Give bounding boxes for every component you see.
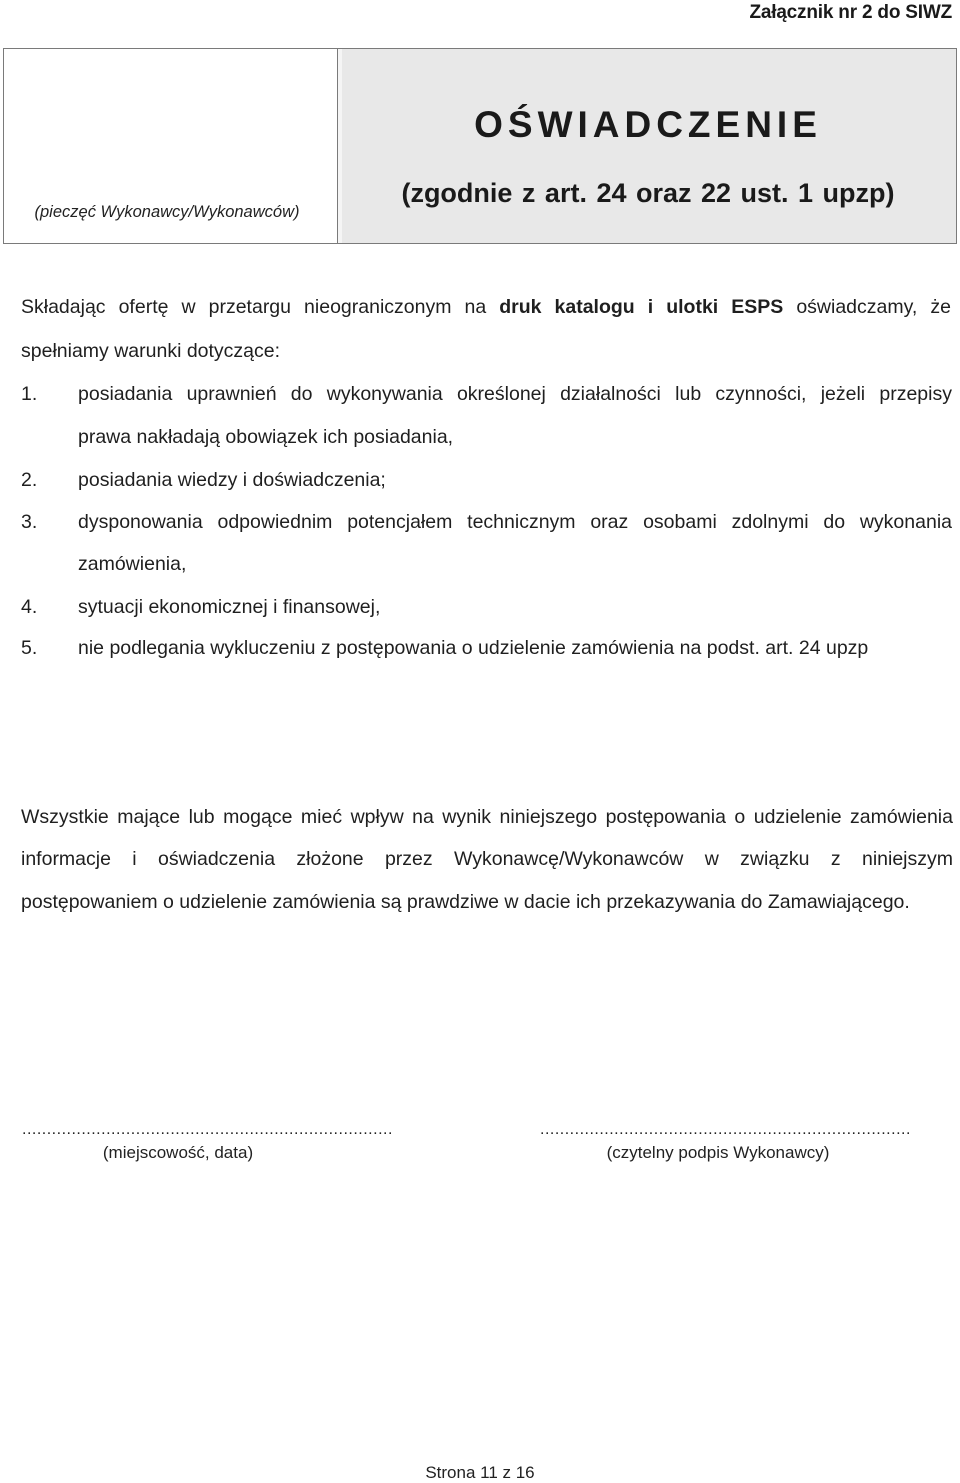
condition-item: posiadania uprawnień do wykonywania określonej działalności lub czynności, jeżeli przepisy <box>78 383 952 405</box>
document-subtitle: (zgodnie z art. 24 oraz 22 ust. 1 upzp) <box>401 178 895 208</box>
declaration-line-2: informacje i oświadczenia złożone przez Wykonawcę/Wykonawców w związku z niniejszym <box>21 848 953 870</box>
place-date-dotted-line: ........................................................................... <box>22 1121 393 1138</box>
condition-item: nie podlegania wykluczeniu z postępowania o udzielenie zamówienia na podst. art. 24 upzp <box>78 637 869 659</box>
condition-item-continuation: zamówienia, <box>78 553 187 575</box>
signature-dotted-line: ........................................................................... <box>540 1121 911 1138</box>
condition-number: 4. <box>21 596 38 618</box>
condition-item: sytuacji ekonomicznej i finansowej, <box>78 596 381 618</box>
place-date-label: (miejscowość, data) <box>102 1143 254 1162</box>
condition-item-continuation: prawa nakładają obowiązek ich posiadania, <box>78 426 454 448</box>
title-cell <box>338 49 956 243</box>
condition-number: 1. <box>21 383 38 405</box>
intro-paragraph-line-1: Składając ofertę w przetargu nieograniczonym na druk katalogu i ulotki ESPS oświadczamy, że <box>21 296 951 318</box>
stamp-label: (pieczęć Wykonawcy/Wykonawców) <box>34 203 300 221</box>
condition-number: 5. <box>21 637 38 659</box>
intro-paragraph-line-2: spełniamy warunki dotyczące: <box>21 340 281 362</box>
condition-number: 2. <box>21 469 38 491</box>
attachment-label: Załącznik nr 2 do SIWZ <box>749 2 952 23</box>
condition-item: posiadania wiedzy i doświadczenia; <box>78 469 386 491</box>
document-title: OŚWIADCZENIE <box>474 104 822 145</box>
declaration-line-3: postępowaniem o udzielenie zamówienia są prawdziwe w dacie ich przekazywania do Zamawiającego. <box>21 891 910 913</box>
subject-of-order: druk katalogu i ulotki ESPS <box>499 296 784 318</box>
declaration-line-1: Wszystkie mające lub mogące mieć wpływ na wynik niniejszego postępowania o udzielenie zamówienia <box>21 806 953 828</box>
signature-label: (czytelny podpis Wykonawcy) <box>606 1143 830 1162</box>
page-number: Strona 11 z 16 <box>425 1463 535 1482</box>
condition-number: 3. <box>21 511 38 533</box>
condition-item: dysponowania odpowiednim potencjałem technicznym oraz osobami zdolnymi do wykonania <box>78 511 952 533</box>
